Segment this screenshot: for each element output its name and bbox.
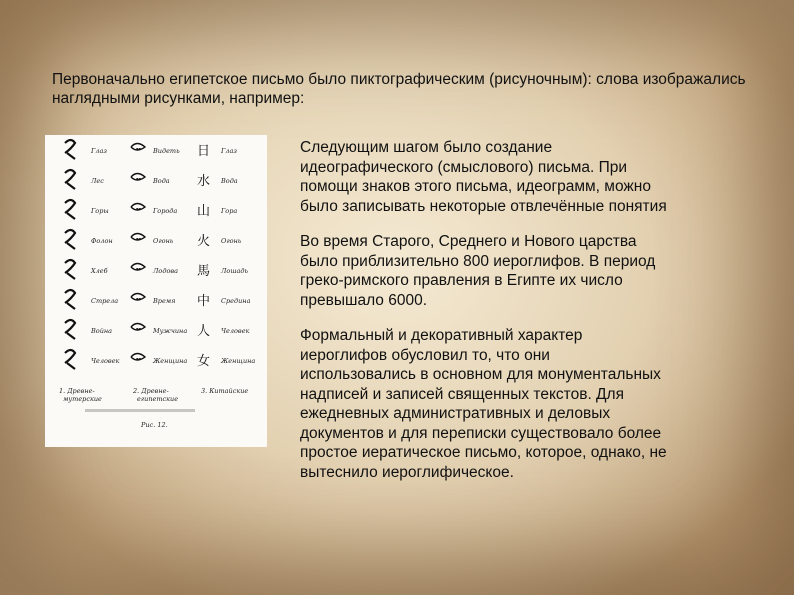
pictogram-col1-8 [65, 350, 75, 369]
label-col1-6: Стрела [91, 297, 119, 305]
label-col3-1: Глаз [221, 147, 237, 155]
chinese-char-6: 中 [197, 294, 211, 309]
chinese-char-1: 日 [197, 144, 211, 159]
chinese-char-5: 馬 [197, 264, 211, 279]
paragraph-ideographic: Следующим шагом было создание идеографического (смыслового) письма. При помощи знаков этого письма, идеограмм, можно было записывать некоторые отвлечённые понятия [300, 139, 667, 215]
figure-caption: Рис. 12. [141, 421, 168, 429]
label-col2-7: Мужчина [153, 327, 188, 335]
label-col2-6: Время [153, 297, 176, 305]
label-col1-1: Глаз [91, 147, 107, 155]
pictogram-col1-6 [65, 290, 75, 309]
label-col3-2: Вода [221, 177, 238, 185]
label-col1-4: Фолон [91, 237, 113, 245]
pictogram-col2-5 [131, 264, 145, 271]
label-col2-2: Вода [153, 177, 170, 185]
pictogram-col2-2 [131, 174, 145, 181]
column-title-2: 2. Древне- [133, 387, 169, 395]
label-col3-7: Человек [221, 327, 250, 335]
pictogram-col1-5 [65, 260, 75, 279]
label-col3-8: Женщина [221, 357, 256, 365]
paragraph-hieratic: Формальный и декоративный характер иероглифов обусловил то, что они использовались в основном для монументальных надписей и записей священных текстов. Для ежедневных административных и деловых документов и для переписки существовало более простое иератическое письмо, которое, однако, не вытеснило иероглифическое. [300, 327, 667, 481]
pictogram-col1-4 [65, 230, 75, 249]
label-col1-3: Горы [91, 207, 109, 215]
chinese-char-4: 火 [197, 234, 211, 249]
paragraph-hieroglyph-count: Во время Старого, Среднего и Нового царства было приблизительно 800 иероглифов. В период греко-римского правления в Египте их число превышало 6000. [300, 233, 656, 309]
label-col1-2: Лес [91, 177, 104, 185]
label-col1-7: Война [91, 327, 113, 335]
label-col2-1: Видеть [153, 147, 180, 155]
pictogram-col2-3 [131, 204, 145, 211]
pictogram-col1-2 [65, 170, 75, 189]
column-title-2-line2: египетские [137, 395, 179, 403]
chinese-char-7: 人 [197, 324, 211, 339]
intro-text: Первоначально египетское письмо было пиктографическим (рисуночным): слова изображались наглядными рисунками, например: [52, 71, 746, 107]
pictogram-col2-4 [131, 234, 145, 241]
pictogram-col2-7 [131, 324, 145, 331]
chinese-char-8: 女 [197, 354, 211, 369]
pictogram-col1-1 [65, 140, 75, 159]
label-col2-5: Лодова [153, 267, 179, 275]
pictogram-table [45, 135, 267, 447]
label-col1-5: Хлеб [91, 267, 108, 275]
label-col2-4: Огонь [153, 237, 174, 245]
pictogram-col1-7 [65, 320, 75, 339]
label-col3-6: Средина [221, 297, 251, 305]
column-title-1-line2: мутерские [63, 395, 102, 403]
pictogram-col2-8 [131, 354, 145, 361]
column-title-3: 3. Китайские [201, 387, 249, 395]
chinese-char-2: 水 [197, 174, 211, 189]
chinese-char-3: 山 [197, 204, 211, 219]
label-col2-8: Женщина [153, 357, 188, 365]
right-column [300, 138, 670, 498]
pictogram-col2-6 [131, 294, 145, 301]
label-col1-8: Человек [91, 357, 120, 365]
pictogram-figure [45, 135, 267, 447]
pictogram-col2-1 [131, 144, 145, 151]
label-col2-3: Города [153, 207, 178, 215]
label-col3-3: Гора [221, 207, 238, 215]
label-col3-5: Лошадь [221, 267, 249, 275]
label-col3-4: Огонь [221, 237, 242, 245]
column-title-1: 1. Древне- [59, 387, 95, 395]
figure-legend-line [85, 409, 195, 412]
pictogram-col1-3 [65, 200, 75, 219]
